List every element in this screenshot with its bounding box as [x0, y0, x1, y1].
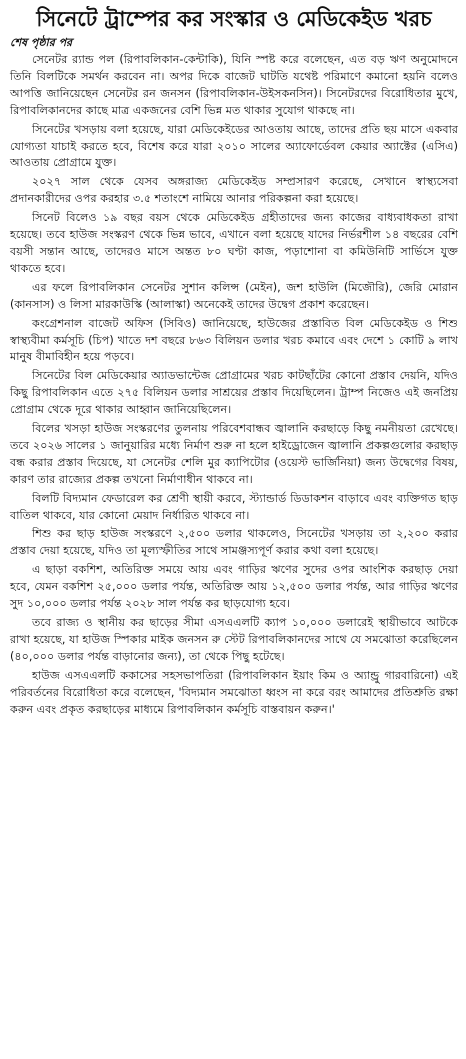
article-paragraph: সিনেটের খসড়ায় বলা হয়েছে, যারা মেডিকেইডের আওতায় আছে, তাদের প্রতি ছয় মাসে একবার যোগ্যতা যাচাই করতে হবে, বিশেষ করে যারা ২০১০ সালের অ্যাফোর্ডেবল কেয়ার অ্যাক্টের (এসিএ) আওতায় প্রোগ্রামে যুক্ত। — [10, 122, 458, 170]
continued-from-label: শেষ পৃষ্ঠার পর — [10, 36, 73, 49]
article-paragraph: সেনেটর র‍্যান্ড পল (রিপাবলিকান-কেন্টাকি), যিনি স্পষ্ট করে বলেছেন, এত বড় ঋণ অনুমোদনে তিনি বিলটিকে সমর্থন করবেন না। অপর দিকে বাজেট ঘাটতি যথেষ্ট পরিমাণে কমানো হয়নি বলেও আপত্তি জানিয়েছেন সেনেটর রন জনসন (রিপাবলিকান-উইসকনসিন)। সিনেটরদের বিরোধিতার মুখে, রিপাবলিকানদের কাছে মাত্র একজনের বেশি ভিন্ন মত থাকার সুযোগ থাকছে না। — [10, 53, 458, 117]
headline: সিনেটে ট্রাম্পের কর সংস্কার ও মেডিকেইড খরচ — [36, 7, 432, 31]
article-paragraph: সিনেটের বিল মেডিকেয়ার অ্যাডভান্টেজ প্রোগ্রামের খরচ কাটছাঁটের কোনো প্রস্তাব দেয়নি, যদিও কিছু রিপাবলিকান এতে ২৭৫ বিলিয়ন ডলার সাশ্রয়ের প্রস্তাব দিয়েছিলেন। ট্রাম্প নিজেও এই জনপ্রিয় প্রোগ্রাম থেকে দূরে থাকার আহ্বান জানিয়েছিলেন। — [10, 369, 458, 417]
article-paragraph: এ ছাড়া বকশিশ, অতিরিক্ত সময়ে আয় এবং গাড়ির ঋণের সুদের ওপর আংশিক করছাড় দেয়া হবে, যেমন বকশিশ ২৫,০০০ ডলার পর্যন্ত, অতিরিক্ত আয় ১২,৫০০ ডলার পর্যন্ত, আর গাড়ির ঋণের সুদ ১০,০০০ ডলার পর্যন্ত ২০২৮ সাল পর্যন্ত কর ছাড়যোগ্য হবে। — [10, 563, 458, 611]
article-paragraph: এর ফলে রিপাবলিকান সেনেটর সুশান কলিন্স (মেইন), জশ হাউলি (মিজৌরি), জেরি মোরান (কানসাস) ও লিসা মারকাউস্কি (আলাস্কা) অনেকেই তাদের উদ্বেগ প্রকাশ করেছেন। — [10, 280, 458, 311]
article-paragraph: তবে রাজ্য ও স্থানীয় কর ছাড়ের সীমা এসএএলটি ক্যাপ ১০,০০০ ডলারেই স্থায়ীভাবে আটকে রাখা হয়েছে, যা হাউজ স্পিকার মাইক জনসন রু স্টেট রিপাবলিকানদের সাথে যে সমঝোতা করেছিলেন (৪০,০০০ ডলার পর্যন্ত বাড়ানোর জন্য), তা থেকে পিছু হটেছে। — [10, 616, 458, 663]
article-paragraph: বিলটি বিদ্যমান ফেডারেল কর শ্রেণী স্থায়ী করবে, স্ট্যান্ডার্ড ডিডাকশন বাড়াবে এবং ব্যক্তিগত ছাড় বাতিল থাকবে, যার কোনো মেয়াদ নির্ধারিত থাকবে না। — [10, 491, 458, 522]
article-paragraph: সিনেট বিলেও ১৯ বছর বয়স থেকে মেডিকেইড গ্রহীতাদের জন্য কাজের বাধ্যবাধকতা রাখা হয়েছে। তবে হাউজ সংস্করণ থেকে ভিন্ন ভাবে, এখানে বলা হয়েছে যাদের নির্ভরশীল ১৪ বছরের বেশি বয়সী সন্তান আছে, তাদেরও মাসে অন্তত ৮০ ঘণ্টা কাজ, পড়াশোনা বা কমিউনিটি সার্ভিসে যুক্ত থাকতে হবে। — [10, 211, 458, 275]
article-paragraph: হাউজ এসএএলটি ককাসের সহসভাপতিরা (রিপাবলিকান ইয়াং কিম ও অ্যান্ড্রু গারবারিনো) এই পরিবর্তনের বিরোধিতা করে বলেছেন, 'বিদ্যমান সমঝোতা ধ্বংস না করে বরং আমাদের প্রতিশ্রুতি রক্ষা করুন এবং প্রকৃত করছাড়ের মাধ্যমে রিপাবলিকান কর্মসূচি বাস্তবায়ন করুন।' — [10, 668, 458, 716]
article-paragraph: কংগ্রেশনাল বাজেট অফিস (সিবিও) জানিয়েছে, হাউজের প্রস্তাবিত বিল মেডিকেইড ও শিশু স্বাস্থ্যবীমা কর্মসূচি (চিপ) খাতে দশ বছরে ৮৬৩ বিলিয়ন ডলার খরচ কমাবে এবং দেশে ১ কোটি ৯ লাখ মানুষ বীমাবিহীন হয়ে পড়বে। — [10, 316, 458, 364]
article-paragraph: ২০২৭ সাল থেকে যেসব অঙ্গরাজ্য মেডিকেইড সম্প্রসারণ করেছে, সেখানে স্বাস্থ্যসেবা প্রদানকারীদের ওপর করহার ৩.৫ শতাংশে নামিয়ে আনার পরিকল্পনা করা হয়েছে। — [10, 175, 458, 206]
article-paragraph: শিশু কর ছাড় হাউজ সংস্করণে ২,৫০০ ডলার থাকলেও, সিনেটের খসড়ায় তা ২,২০০ করার প্রস্তাব দেয়া হয়েছে, যদিও তা মূল্যস্ফীতির সাথে সামঞ্জস্যপূর্ণ করার কথা বলা হয়েছে। — [10, 527, 458, 558]
article-body — [10, 52, 458, 718]
article-paragraph: বিলের খসড়া হাউজ সংস্করণের তুলনায় পরিবেশবান্ধব জ্বালানি করছাড়ে কিছু নমনীয়তা রেখেছে। তবে ২০২৬ সালের ১ জানুয়ারির মধ্যে নির্মাণ শুরু না হলে হাইড্রোজেন জ্বালানি প্রকল্পগুলোর করছাড় বন্ধ করার প্রস্তাব দিয়েছে, যা সেনেটর শেলি মুর ক্যাপিটোর (ওয়েস্ট ভার্জিনিয়া) জন্য উদ্বেগের বিষয়, কারণ তার রাজ্যের প্রকল্প তখনো নির্মাণাধীন থাকবে না। — [10, 422, 458, 486]
